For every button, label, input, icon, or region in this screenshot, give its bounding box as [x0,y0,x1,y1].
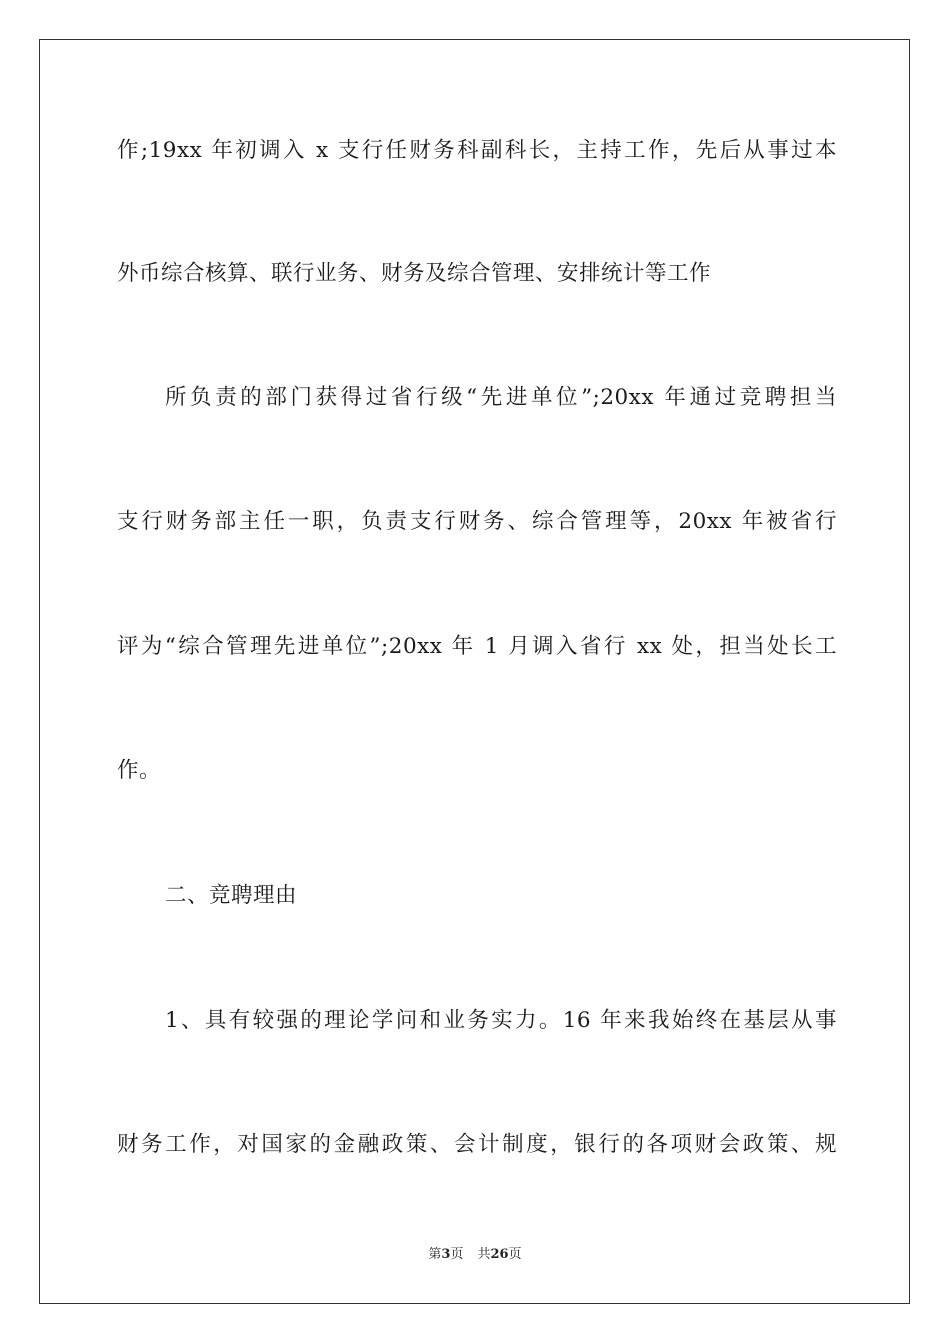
total-prefix: 共 [477,1247,491,1262]
section-heading: 二、竞聘理由 [165,883,298,908]
body-line-5: 评为“综合管理先进单位”;20xx 年 1 月调入省行 xx 处，担当处长工 [117,634,837,659]
body-line-1: 作;19xx 年初调入 x 支行任财务科副科长，主持工作，先后从事过本 [117,138,837,163]
total-pages: 26 [490,1247,509,1262]
page-footer [0,1246,950,1264]
body-line-4: 支行财务部主任一职，负责支行财务、综合管理等，20xx 年被省行 [117,509,837,534]
body-line-3: 所负责的部门获得过省行级“先进单位”;20xx 年通过竞聘担当 [165,385,837,410]
page-border [39,39,910,1304]
body-line-8: 1、具有较强的理论学问和业务实力。16 年来我始终在基层从事 [165,1008,837,1033]
total-suffix: 页 [508,1247,522,1262]
body-line-2: 外币综合核算、联行业务、财务及综合管理、安排统计等工作 [117,261,712,286]
body-line-9: 财务工作，对国家的金融政策、会计制度，银行的各项财会政策、规 [117,1132,837,1157]
page-suffix: 页 [450,1247,464,1262]
page-number: 3 [441,1247,451,1262]
page-prefix: 第 [428,1247,442,1262]
body-line-6: 作。 [117,758,162,783]
